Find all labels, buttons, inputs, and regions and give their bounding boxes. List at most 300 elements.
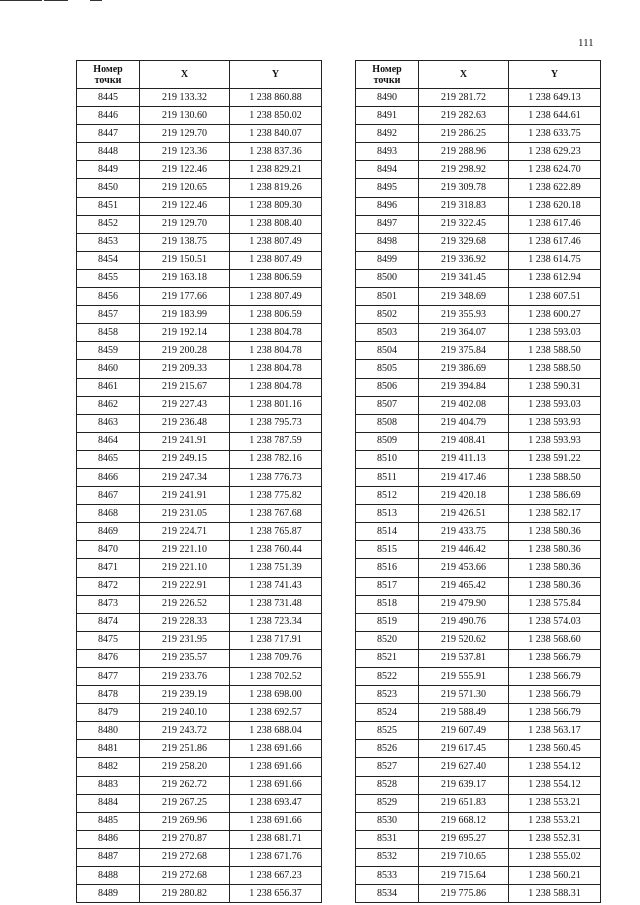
- table-row: [356, 867, 601, 885]
- header-point-number: Номер точки: [356, 61, 419, 89]
- cell-x: 219 364.07: [419, 324, 509, 342]
- cell-y: 1 238 656.37: [230, 885, 322, 903]
- cell-y: 1 238 622.89: [509, 179, 601, 197]
- cell-point-number: 8489: [77, 885, 140, 903]
- cell-point-number: 8479: [77, 704, 140, 722]
- cell-x: 219 386.69: [419, 360, 509, 378]
- cell-x: 219 122.46: [140, 197, 230, 215]
- cell-y: 1 238 804.78: [230, 360, 322, 378]
- table-row: [77, 487, 322, 505]
- table-row: [77, 722, 322, 740]
- cell-y: 1 238 593.93: [509, 414, 601, 432]
- table-row: [356, 89, 601, 107]
- cell-x: 219 120.65: [140, 179, 230, 197]
- cell-x: 219 309.78: [419, 179, 509, 197]
- table-body: [77, 89, 322, 903]
- cell-x: 219 710.65: [419, 848, 509, 866]
- cell-point-number: 8456: [77, 288, 140, 306]
- cell-point-number: 8465: [77, 450, 140, 468]
- table-row: [356, 161, 601, 179]
- cell-x: 219 123.36: [140, 143, 230, 161]
- cell-point-number: 8527: [356, 758, 419, 776]
- cell-point-number: 8518: [356, 595, 419, 613]
- cell-x: 219 318.83: [419, 197, 509, 215]
- table-row: [356, 848, 601, 866]
- cell-point-number: 8463: [77, 414, 140, 432]
- cell-point-number: 8472: [77, 577, 140, 595]
- cell-y: 1 238 693.47: [230, 794, 322, 812]
- table-row: [77, 523, 322, 541]
- cell-x: 219 348.69: [419, 288, 509, 306]
- cell-x: 219 221.10: [140, 541, 230, 559]
- table-row: [77, 143, 322, 161]
- cell-y: 1 238 681.71: [230, 830, 322, 848]
- table-row: [77, 450, 322, 468]
- table-row: [356, 306, 601, 324]
- cell-y: 1 238 807.49: [230, 288, 322, 306]
- cell-x: 219 130.60: [140, 107, 230, 125]
- table-row: [356, 885, 601, 903]
- cell-y: 1 238 751.39: [230, 559, 322, 577]
- cell-point-number: 8481: [77, 740, 140, 758]
- table-row: [356, 378, 601, 396]
- cell-y: 1 238 620.18: [509, 197, 601, 215]
- cell-y: 1 238 644.61: [509, 107, 601, 125]
- cell-point-number: 8490: [356, 89, 419, 107]
- table-row: [356, 396, 601, 414]
- table-row: [356, 649, 601, 667]
- coordinates-table-left: [76, 60, 322, 903]
- table-row: [77, 559, 322, 577]
- cell-y: 1 238 760.44: [230, 541, 322, 559]
- cell-x: 219 240.10: [140, 704, 230, 722]
- cell-y: 1 238 591.22: [509, 450, 601, 468]
- cell-point-number: 8492: [356, 125, 419, 143]
- coordinates-table-right: [355, 60, 601, 903]
- cell-y: 1 238 795.73: [230, 414, 322, 432]
- cell-x: 219 241.91: [140, 432, 230, 450]
- cell-y: 1 238 649.13: [509, 89, 601, 107]
- table-row: [77, 830, 322, 848]
- cell-point-number: 8450: [77, 179, 140, 197]
- header-point-number: Номер точки: [77, 61, 140, 89]
- table-row: [77, 89, 322, 107]
- cell-point-number: 8505: [356, 360, 419, 378]
- cell-x: 219 241.91: [140, 487, 230, 505]
- cell-y: 1 238 566.79: [509, 668, 601, 686]
- cell-x: 219 394.84: [419, 378, 509, 396]
- cell-y: 1 238 588.31: [509, 885, 601, 903]
- cell-x: 219 236.48: [140, 414, 230, 432]
- cell-x: 219 322.45: [419, 215, 509, 233]
- cell-x: 219 411.13: [419, 450, 509, 468]
- cell-point-number: 8523: [356, 686, 419, 704]
- cell-x: 219 272.68: [140, 848, 230, 866]
- cell-x: 219 537.81: [419, 649, 509, 667]
- table-row: [77, 161, 322, 179]
- cell-y: 1 238 850.02: [230, 107, 322, 125]
- cell-point-number: 8498: [356, 233, 419, 251]
- cell-point-number: 8460: [77, 360, 140, 378]
- top-edge-mark: [0, 0, 42, 1]
- cell-y: 1 238 819.26: [230, 179, 322, 197]
- cell-y: 1 238 580.36: [509, 523, 601, 541]
- table-row: [77, 505, 322, 523]
- table-row: [356, 559, 601, 577]
- cell-x: 219 150.51: [140, 251, 230, 269]
- cell-point-number: 8515: [356, 541, 419, 559]
- table-row: [77, 324, 322, 342]
- cell-point-number: 8462: [77, 396, 140, 414]
- cell-x: 219 226.52: [140, 595, 230, 613]
- cell-point-number: 8487: [77, 848, 140, 866]
- table-row: [356, 233, 601, 251]
- cell-point-number: 8476: [77, 649, 140, 667]
- cell-point-number: 8473: [77, 595, 140, 613]
- table-row: [77, 306, 322, 324]
- top-edge-mark: [90, 0, 102, 1]
- table-row: [356, 251, 601, 269]
- cell-y: 1 238 552.31: [509, 830, 601, 848]
- cell-point-number: 8514: [356, 523, 419, 541]
- cell-y: 1 238 588.50: [509, 342, 601, 360]
- table-row: [356, 541, 601, 559]
- table-row: [356, 179, 601, 197]
- cell-point-number: 8474: [77, 613, 140, 631]
- cell-point-number: 8482: [77, 758, 140, 776]
- table-row: [356, 523, 601, 541]
- cell-y: 1 238 806.59: [230, 306, 322, 324]
- cell-y: 1 238 600.27: [509, 306, 601, 324]
- cell-y: 1 238 688.04: [230, 722, 322, 740]
- cell-point-number: 8466: [77, 468, 140, 486]
- cell-y: 1 238 691.66: [230, 812, 322, 830]
- cell-point-number: 8455: [77, 269, 140, 287]
- cell-point-number: 8519: [356, 613, 419, 631]
- cell-point-number: 8483: [77, 776, 140, 794]
- cell-x: 219 262.72: [140, 776, 230, 794]
- table-row: [77, 107, 322, 125]
- cell-x: 219 272.68: [140, 867, 230, 885]
- cell-y: 1 238 741.43: [230, 577, 322, 595]
- cell-x: 219 715.64: [419, 867, 509, 885]
- cell-x: 219 177.66: [140, 288, 230, 306]
- cell-y: 1 238 633.75: [509, 125, 601, 143]
- cell-point-number: 8448: [77, 143, 140, 161]
- cell-y: 1 238 553.21: [509, 812, 601, 830]
- cell-point-number: 8467: [77, 487, 140, 505]
- cell-x: 219 281.72: [419, 89, 509, 107]
- cell-point-number: 8526: [356, 740, 419, 758]
- cell-point-number: 8446: [77, 107, 140, 125]
- cell-point-number: 8486: [77, 830, 140, 848]
- cell-y: 1 238 840.07: [230, 125, 322, 143]
- cell-point-number: 8524: [356, 704, 419, 722]
- cell-y: 1 238 624.70: [509, 161, 601, 179]
- cell-y: 1 238 807.49: [230, 233, 322, 251]
- cell-point-number: 8495: [356, 179, 419, 197]
- cell-x: 219 282.63: [419, 107, 509, 125]
- cell-point-number: 8461: [77, 378, 140, 396]
- table-row: [356, 577, 601, 595]
- cell-x: 219 355.93: [419, 306, 509, 324]
- cell-x: 219 227.43: [140, 396, 230, 414]
- cell-y: 1 238 804.78: [230, 378, 322, 396]
- cell-x: 219 239.19: [140, 686, 230, 704]
- cell-y: 1 238 580.36: [509, 559, 601, 577]
- cell-y: 1 238 582.17: [509, 505, 601, 523]
- cell-x: 219 668.12: [419, 812, 509, 830]
- cell-point-number: 8516: [356, 559, 419, 577]
- cell-y: 1 238 586.69: [509, 487, 601, 505]
- cell-point-number: 8513: [356, 505, 419, 523]
- cell-x: 219 627.40: [419, 758, 509, 776]
- cell-x: 219 200.28: [140, 342, 230, 360]
- cell-y: 1 238 580.36: [509, 541, 601, 559]
- cell-point-number: 8484: [77, 794, 140, 812]
- cell-y: 1 238 617.46: [509, 233, 601, 251]
- table-row: [356, 414, 601, 432]
- cell-point-number: 8488: [77, 867, 140, 885]
- cell-point-number: 8464: [77, 432, 140, 450]
- cell-y: 1 238 560.21: [509, 867, 601, 885]
- table-row: [356, 812, 601, 830]
- cell-x: 219 267.25: [140, 794, 230, 812]
- cell-point-number: 8471: [77, 559, 140, 577]
- table-row: [356, 432, 601, 450]
- top-edge-mark: [44, 0, 68, 1]
- cell-point-number: 8512: [356, 487, 419, 505]
- cell-x: 219 122.46: [140, 161, 230, 179]
- table-row: [77, 631, 322, 649]
- cell-x: 219 221.10: [140, 559, 230, 577]
- cell-point-number: 8528: [356, 776, 419, 794]
- cell-x: 219 280.82: [140, 885, 230, 903]
- cell-x: 219 129.70: [140, 125, 230, 143]
- cell-y: 1 238 691.66: [230, 758, 322, 776]
- table-row: [356, 595, 601, 613]
- cell-x: 219 222.91: [140, 577, 230, 595]
- table-row: [77, 197, 322, 215]
- cell-point-number: 8502: [356, 306, 419, 324]
- cell-x: 219 607.49: [419, 722, 509, 740]
- cell-y: 1 238 782.16: [230, 450, 322, 468]
- cell-y: 1 238 612.94: [509, 269, 601, 287]
- cell-y: 1 238 776.73: [230, 468, 322, 486]
- table-row: [77, 396, 322, 414]
- cell-y: 1 238 702.52: [230, 668, 322, 686]
- header-y: Y: [509, 61, 601, 89]
- table-row: [356, 668, 601, 686]
- cell-y: 1 238 560.45: [509, 740, 601, 758]
- table-row: [77, 414, 322, 432]
- table-row: [356, 722, 601, 740]
- table-row: [356, 505, 601, 523]
- cell-point-number: 8454: [77, 251, 140, 269]
- cell-y: 1 238 566.79: [509, 686, 601, 704]
- cell-y: 1 238 554.12: [509, 758, 601, 776]
- cell-point-number: 8493: [356, 143, 419, 161]
- table-row: [77, 794, 322, 812]
- cell-x: 219 651.83: [419, 794, 509, 812]
- cell-point-number: 8497: [356, 215, 419, 233]
- table-row: [356, 269, 601, 287]
- cell-y: 1 238 717.91: [230, 631, 322, 649]
- cell-point-number: 8532: [356, 848, 419, 866]
- table-row: [77, 577, 322, 595]
- cell-x: 219 258.20: [140, 758, 230, 776]
- header-x: X: [419, 61, 509, 89]
- cell-point-number: 8458: [77, 324, 140, 342]
- cell-x: 219 408.41: [419, 432, 509, 450]
- cell-x: 219 617.45: [419, 740, 509, 758]
- table-row: [77, 179, 322, 197]
- cell-y: 1 238 580.36: [509, 577, 601, 595]
- cell-y: 1 238 723.34: [230, 613, 322, 631]
- cell-point-number: 8522: [356, 668, 419, 686]
- table-row: [356, 758, 601, 776]
- table-header-row: [77, 61, 322, 89]
- cell-x: 219 336.92: [419, 251, 509, 269]
- page-number: 111: [578, 37, 594, 49]
- cell-y: 1 238 593.03: [509, 396, 601, 414]
- table-row: [356, 360, 601, 378]
- cell-point-number: 8499: [356, 251, 419, 269]
- cell-y: 1 238 807.49: [230, 251, 322, 269]
- cell-y: 1 238 555.02: [509, 848, 601, 866]
- cell-point-number: 8494: [356, 161, 419, 179]
- cell-y: 1 238 553.21: [509, 794, 601, 812]
- table-row: [356, 487, 601, 505]
- cell-x: 219 404.79: [419, 414, 509, 432]
- cell-x: 219 520.62: [419, 631, 509, 649]
- cell-point-number: 8529: [356, 794, 419, 812]
- cell-point-number: 8520: [356, 631, 419, 649]
- cell-point-number: 8506: [356, 378, 419, 396]
- cell-x: 219 695.27: [419, 830, 509, 848]
- cell-point-number: 8452: [77, 215, 140, 233]
- cell-point-number: 8470: [77, 541, 140, 559]
- cell-y: 1 238 765.87: [230, 523, 322, 541]
- table-row: [356, 107, 601, 125]
- cell-x: 219 247.34: [140, 468, 230, 486]
- header-y: Y: [230, 61, 322, 89]
- cell-x: 219 433.75: [419, 523, 509, 541]
- cell-y: 1 238 575.84: [509, 595, 601, 613]
- cell-y: 1 238 801.16: [230, 396, 322, 414]
- cell-x: 219 420.18: [419, 487, 509, 505]
- cell-x: 219 588.49: [419, 704, 509, 722]
- cell-point-number: 8469: [77, 523, 140, 541]
- cell-x: 219 231.05: [140, 505, 230, 523]
- cell-point-number: 8509: [356, 432, 419, 450]
- table-row: [77, 125, 322, 143]
- table-row: [77, 233, 322, 251]
- cell-y: 1 238 617.46: [509, 215, 601, 233]
- table-row: [77, 704, 322, 722]
- cell-y: 1 238 692.57: [230, 704, 322, 722]
- cell-point-number: 8496: [356, 197, 419, 215]
- table-header-row: [356, 61, 601, 89]
- cell-x: 219 453.66: [419, 559, 509, 577]
- cell-x: 219 775.86: [419, 885, 509, 903]
- cell-x: 219 138.75: [140, 233, 230, 251]
- cell-x: 219 465.42: [419, 577, 509, 595]
- cell-point-number: 8478: [77, 686, 140, 704]
- cell-y: 1 238 607.51: [509, 288, 601, 306]
- cell-y: 1 238 629.23: [509, 143, 601, 161]
- cell-y: 1 238 804.78: [230, 342, 322, 360]
- cell-y: 1 238 787.59: [230, 432, 322, 450]
- cell-point-number: 8501: [356, 288, 419, 306]
- cell-y: 1 238 691.66: [230, 740, 322, 758]
- table-row: [77, 541, 322, 559]
- table-body: [356, 89, 601, 903]
- table-row: [356, 740, 601, 758]
- cell-y: 1 238 767.68: [230, 505, 322, 523]
- cell-point-number: 8445: [77, 89, 140, 107]
- cell-point-number: 8508: [356, 414, 419, 432]
- cell-x: 219 183.99: [140, 306, 230, 324]
- cell-x: 219 235.57: [140, 649, 230, 667]
- cell-point-number: 8531: [356, 830, 419, 848]
- cell-y: 1 238 590.31: [509, 378, 601, 396]
- cell-y: 1 238 566.79: [509, 649, 601, 667]
- table-row: [77, 867, 322, 885]
- cell-point-number: 8468: [77, 505, 140, 523]
- table-row: [77, 468, 322, 486]
- cell-x: 219 228.33: [140, 613, 230, 631]
- cell-point-number: 8510: [356, 450, 419, 468]
- table-row: [356, 468, 601, 486]
- table-row: [356, 704, 601, 722]
- cell-y: 1 238 614.75: [509, 251, 601, 269]
- cell-y: 1 238 588.50: [509, 360, 601, 378]
- cell-y: 1 238 574.03: [509, 613, 601, 631]
- table-row: [356, 776, 601, 794]
- cell-x: 219 555.91: [419, 668, 509, 686]
- cell-x: 219 298.92: [419, 161, 509, 179]
- cell-x: 219 133.32: [140, 89, 230, 107]
- cell-x: 219 490.76: [419, 613, 509, 631]
- cell-y: 1 238 554.12: [509, 776, 601, 794]
- table-row: [77, 812, 322, 830]
- cell-y: 1 238 709.76: [230, 649, 322, 667]
- cell-x: 219 329.68: [419, 233, 509, 251]
- cell-x: 219 402.08: [419, 396, 509, 414]
- cell-y: 1 238 806.59: [230, 269, 322, 287]
- cell-point-number: 8517: [356, 577, 419, 595]
- cell-x: 219 163.18: [140, 269, 230, 287]
- cell-point-number: 8534: [356, 885, 419, 903]
- cell-x: 219 479.90: [419, 595, 509, 613]
- table-row: [356, 450, 601, 468]
- cell-point-number: 8503: [356, 324, 419, 342]
- cell-y: 1 238 588.50: [509, 468, 601, 486]
- table-row: [77, 432, 322, 450]
- table-row: [356, 830, 601, 848]
- cell-x: 219 571.30: [419, 686, 509, 704]
- cell-y: 1 238 691.66: [230, 776, 322, 794]
- table-row: [356, 342, 601, 360]
- cell-y: 1 238 775.82: [230, 487, 322, 505]
- cell-x: 219 288.96: [419, 143, 509, 161]
- table-row: [77, 595, 322, 613]
- cell-point-number: 8530: [356, 812, 419, 830]
- cell-y: 1 238 593.03: [509, 324, 601, 342]
- cell-x: 219 233.76: [140, 668, 230, 686]
- table-row: [77, 686, 322, 704]
